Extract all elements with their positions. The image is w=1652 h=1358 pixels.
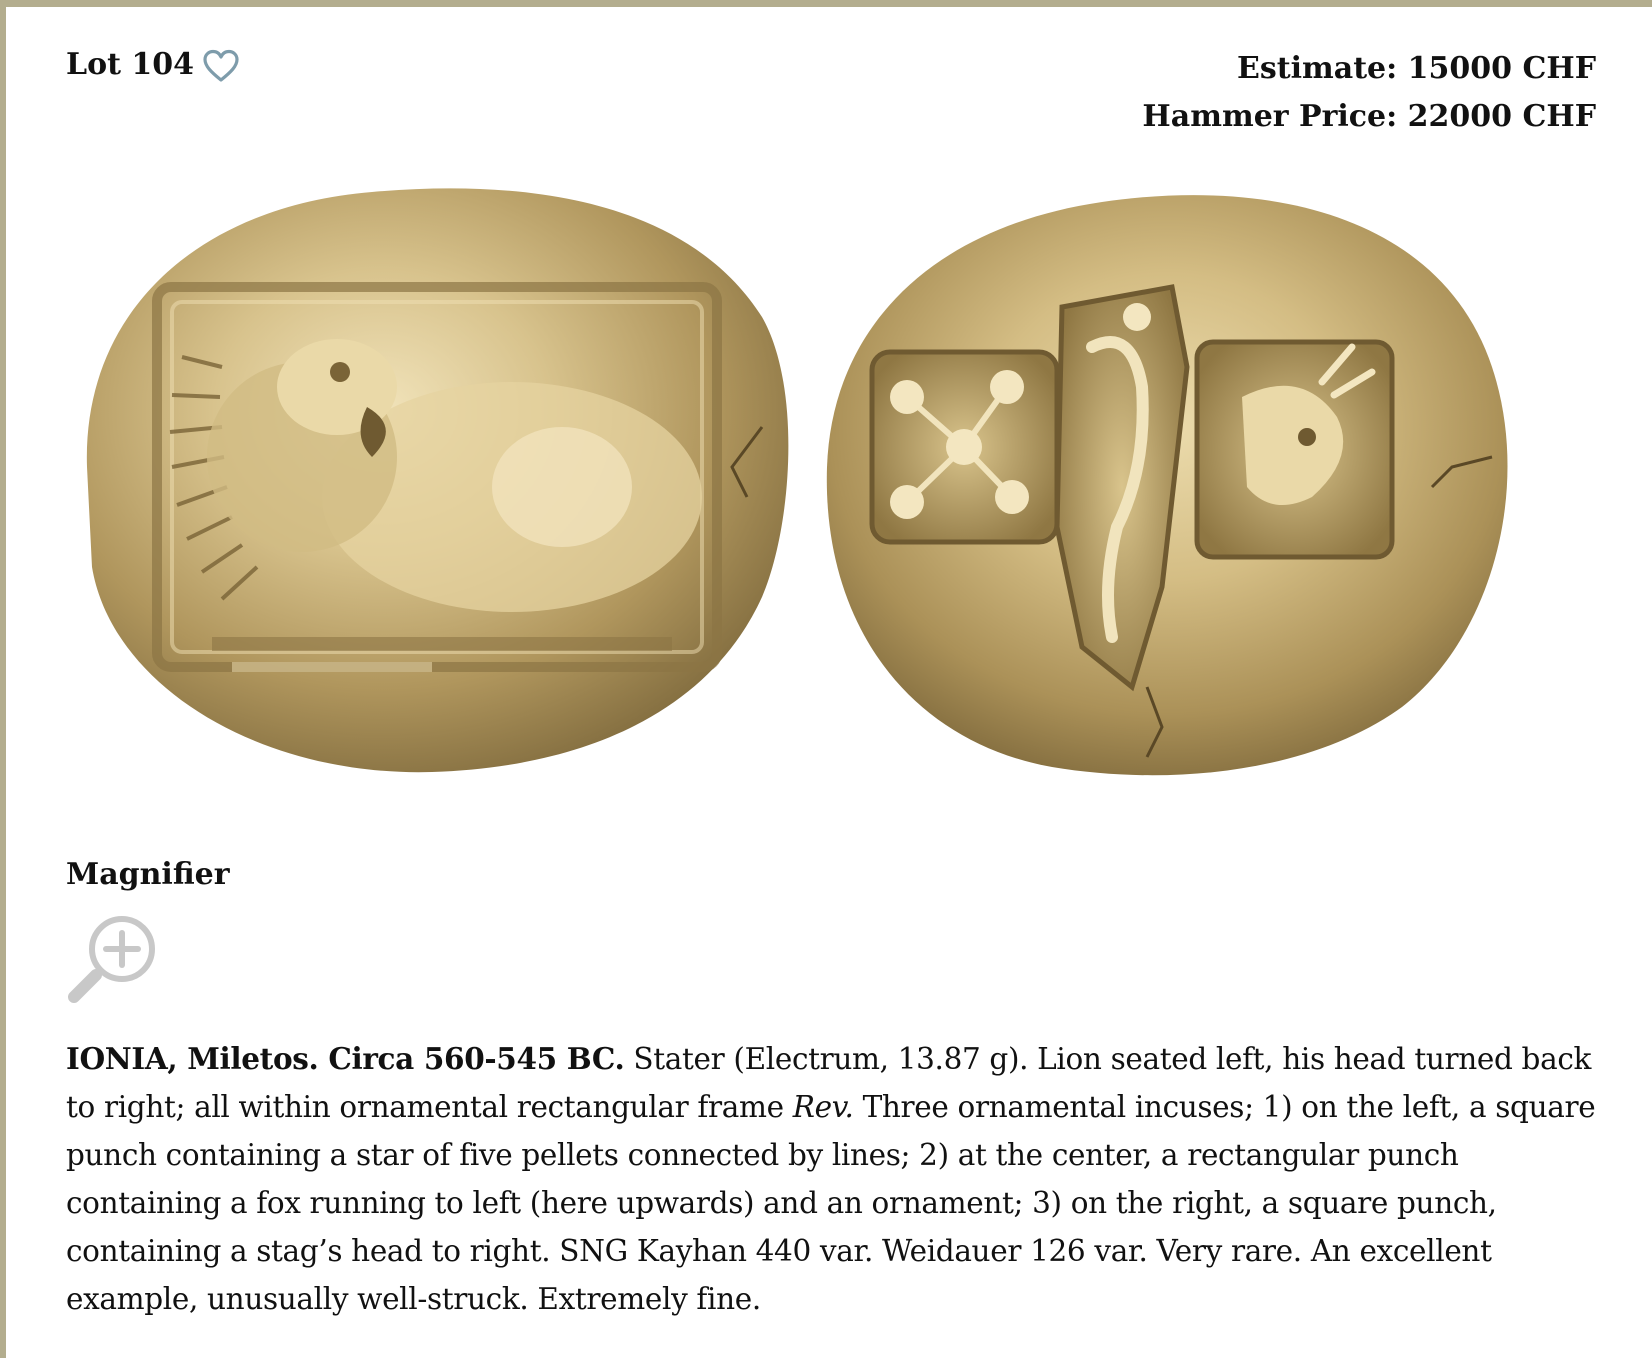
lot-header (66, 45, 240, 83)
obverse-coin (87, 188, 789, 772)
lot-description (66, 1035, 1606, 1323)
price-block (1142, 45, 1596, 141)
lot-panel (6, 7, 1652, 1358)
heart-outline-icon[interactable] (202, 49, 240, 83)
reverse-coin (827, 195, 1508, 775)
coin-photo[interactable] (72, 167, 1592, 817)
description-text-2: Three ornamental incuses; 1) on the left, a square punch containing a star of five pellets connected by lines; 2) at the center, a rectangular punch containing a fox running to left (here upwards) and an ornament; 3) on the right, a square punch, containing a stag’s head to right. SNG Kayhan 440 var. Weidauer 126 var. Very rare. An excellent example, unusually well-struck. Extremely fine. (66, 1090, 1596, 1316)
magnifier-label: Magnifier (66, 857, 230, 892)
zoom-in-magnifier-icon[interactable] (66, 913, 166, 1013)
estimate-text: Estimate: 15000 CHF (1237, 51, 1596, 86)
description-rev-label: Rev. (792, 1090, 854, 1124)
lot-title: Lot 104 (66, 46, 195, 82)
hammer-price-text: Hammer Price: 22000 CHF (1142, 99, 1596, 134)
description-heading: IONIA, Miletos. Circa 560-545 BC. (66, 1041, 625, 1076)
description-text-1: Stater (Electrum, 13.87 g). Lion seated left, his head turned back to right; all within ornamental rectangular frame (66, 1042, 1592, 1124)
